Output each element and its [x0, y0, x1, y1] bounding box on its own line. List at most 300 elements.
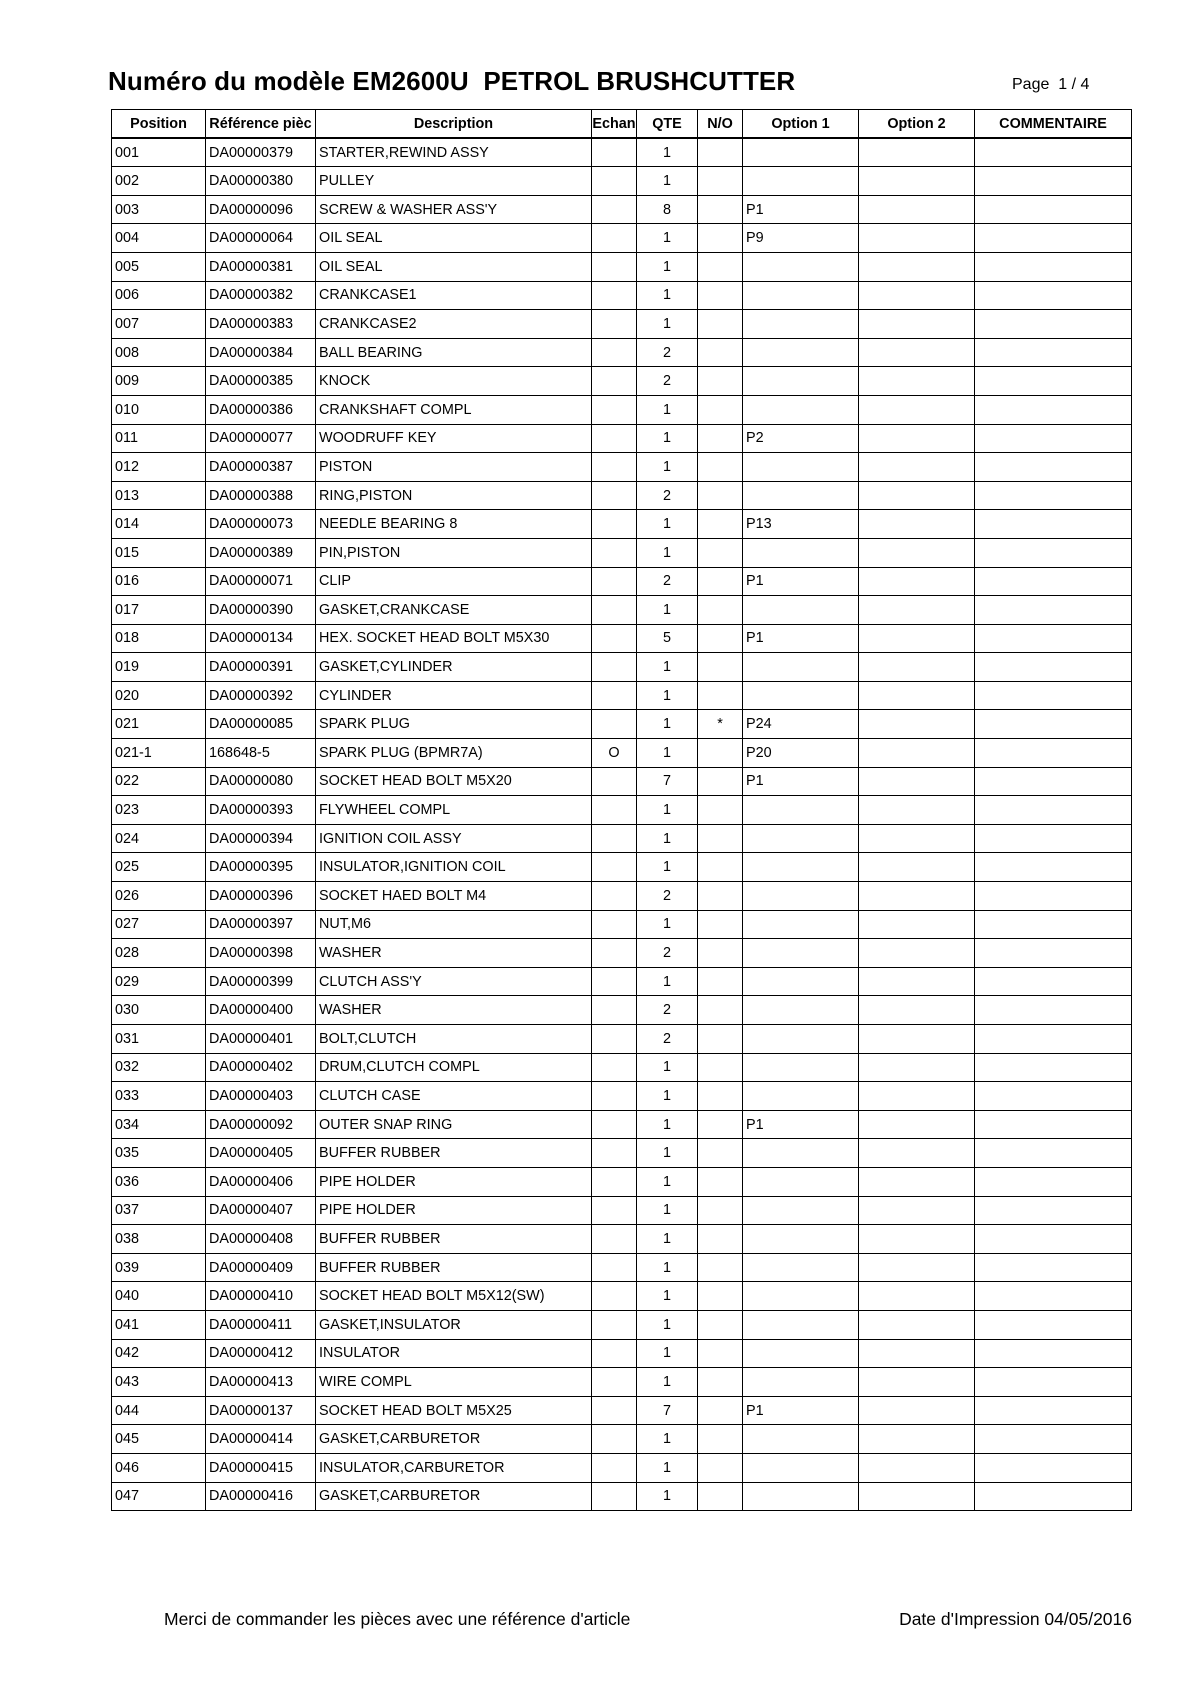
- cell-exchange: [592, 310, 637, 339]
- cell-reference: DA00000390: [206, 596, 316, 625]
- cell-exchange: [592, 996, 637, 1025]
- cell-comment: [975, 1396, 1132, 1425]
- cell-reference: DA00000384: [206, 338, 316, 367]
- table-row: [112, 967, 1132, 996]
- cell-quantity: 1: [637, 1282, 698, 1311]
- cell-comment: [975, 853, 1132, 882]
- cell-description: SCREW & WASHER ASS'Y: [316, 195, 592, 224]
- cell-quantity: 1: [637, 167, 698, 196]
- cell-reference: DA00000071: [206, 567, 316, 596]
- cell-position: 047: [112, 1482, 206, 1511]
- cell-description: OIL SEAL: [316, 252, 592, 281]
- table-row: [112, 424, 1132, 453]
- cell-quantity: 1: [637, 453, 698, 482]
- cell-exchange: [592, 338, 637, 367]
- header-quantity: QTE: [637, 110, 698, 139]
- cell-n-o: [698, 138, 743, 167]
- cell-position: 035: [112, 1139, 206, 1168]
- cell-n-o: [698, 395, 743, 424]
- cell-exchange: [592, 967, 637, 996]
- cell-quantity: 8: [637, 195, 698, 224]
- cell-quantity: 1: [637, 1482, 698, 1511]
- cell-n-o: [698, 739, 743, 768]
- cell-reference: DA00000407: [206, 1196, 316, 1225]
- cell-option-1: [743, 1282, 859, 1311]
- cell-quantity: 1: [637, 1425, 698, 1454]
- cell-option-2: [859, 1025, 975, 1054]
- cell-comment: [975, 310, 1132, 339]
- cell-exchange: [592, 167, 637, 196]
- table-row: [112, 310, 1132, 339]
- cell-n-o: [698, 1082, 743, 1111]
- cell-quantity: 1: [637, 310, 698, 339]
- cell-n-o: [698, 796, 743, 825]
- cell-position: 012: [112, 453, 206, 482]
- cell-option-1: [743, 653, 859, 682]
- cell-reference: DA00000397: [206, 910, 316, 939]
- cell-quantity: 2: [637, 481, 698, 510]
- table-row: [112, 739, 1132, 768]
- table-row: [112, 1339, 1132, 1368]
- cell-comment: [975, 910, 1132, 939]
- cell-position: 042: [112, 1339, 206, 1368]
- cell-n-o: [698, 538, 743, 567]
- table-row: [112, 1025, 1132, 1054]
- table-row: [112, 824, 1132, 853]
- cell-reference: DA00000387: [206, 453, 316, 482]
- cell-quantity: 1: [637, 710, 698, 739]
- cell-comment: [975, 453, 1132, 482]
- cell-n-o: [698, 567, 743, 596]
- cell-position: 025: [112, 853, 206, 882]
- cell-position: 006: [112, 281, 206, 310]
- cell-n-o: [698, 653, 743, 682]
- cell-position: 027: [112, 910, 206, 939]
- cell-option-1: [743, 1368, 859, 1397]
- cell-exchange: [592, 538, 637, 567]
- cell-option-1: P13: [743, 510, 859, 539]
- cell-position: 002: [112, 167, 206, 196]
- cell-option-2: [859, 195, 975, 224]
- cell-reference: DA00000411: [206, 1310, 316, 1339]
- cell-comment: [975, 252, 1132, 281]
- cell-exchange: [592, 224, 637, 253]
- cell-comment: [975, 1339, 1132, 1368]
- cell-n-o: [698, 338, 743, 367]
- cell-reference: DA00000073: [206, 510, 316, 539]
- cell-option-2: [859, 910, 975, 939]
- cell-exchange: [592, 596, 637, 625]
- cell-reference: DA00000134: [206, 624, 316, 653]
- table-row: [112, 567, 1132, 596]
- cell-comment: [975, 1253, 1132, 1282]
- cell-quantity: 1: [637, 138, 698, 167]
- cell-description: OUTER SNAP RING: [316, 1110, 592, 1139]
- cell-option-1: [743, 367, 859, 396]
- cell-position: 007: [112, 310, 206, 339]
- cell-exchange: [592, 710, 637, 739]
- cell-reference: DA00000096: [206, 195, 316, 224]
- cell-comment: [975, 424, 1132, 453]
- cell-option-2: [859, 395, 975, 424]
- cell-option-1: [743, 939, 859, 968]
- cell-reference: DA00000402: [206, 1053, 316, 1082]
- cell-comment: [975, 1139, 1132, 1168]
- table-row: [112, 224, 1132, 253]
- cell-option-2: [859, 1225, 975, 1254]
- cell-position: 030: [112, 996, 206, 1025]
- cell-exchange: [592, 567, 637, 596]
- cell-description: PULLEY: [316, 167, 592, 196]
- cell-description: RING,PISTON: [316, 481, 592, 510]
- cell-position: 043: [112, 1368, 206, 1397]
- cell-position: 017: [112, 596, 206, 625]
- header-option-2: Option 2: [859, 110, 975, 139]
- cell-reference: DA00000064: [206, 224, 316, 253]
- cell-option-1: [743, 1253, 859, 1282]
- cell-exchange: [592, 1025, 637, 1054]
- cell-quantity: 7: [637, 1396, 698, 1425]
- cell-n-o: [698, 1253, 743, 1282]
- table-row: [112, 681, 1132, 710]
- cell-quantity: 1: [637, 395, 698, 424]
- table-row: [112, 767, 1132, 796]
- cell-reference: DA00000085: [206, 710, 316, 739]
- cell-comment: [975, 767, 1132, 796]
- cell-reference: DA00000380: [206, 167, 316, 196]
- cell-reference: DA00000393: [206, 796, 316, 825]
- cell-option-2: [859, 453, 975, 482]
- cell-quantity: 1: [637, 538, 698, 567]
- cell-comment: [975, 1282, 1132, 1311]
- cell-comment: [975, 939, 1132, 968]
- cell-quantity: 1: [637, 967, 698, 996]
- cell-reference: DA00000398: [206, 939, 316, 968]
- order-note: Merci de commander les pièces avec une référence d'article: [164, 1609, 631, 1629]
- cell-option-1: [743, 1482, 859, 1511]
- cell-n-o: [698, 882, 743, 911]
- cell-position: 046: [112, 1453, 206, 1482]
- cell-description: CLUTCH ASS'Y: [316, 967, 592, 996]
- cell-quantity: 7: [637, 767, 698, 796]
- cell-comment: [975, 1110, 1132, 1139]
- table-row: [112, 252, 1132, 281]
- cell-comment: [975, 1310, 1132, 1339]
- cell-option-2: [859, 1253, 975, 1282]
- cell-exchange: [592, 453, 637, 482]
- cell-n-o: [698, 424, 743, 453]
- cell-comment: [975, 481, 1132, 510]
- table-row: [112, 796, 1132, 825]
- cell-quantity: 1: [637, 1310, 698, 1339]
- cell-n-o: [698, 767, 743, 796]
- table-row: [112, 710, 1132, 739]
- cell-position: 004: [112, 224, 206, 253]
- cell-option-2: [859, 1167, 975, 1196]
- table-row: [112, 395, 1132, 424]
- cell-option-1: [743, 853, 859, 882]
- table-row: [112, 138, 1132, 167]
- cell-reference: DA00000389: [206, 538, 316, 567]
- cell-option-2: [859, 424, 975, 453]
- cell-option-1: [743, 796, 859, 825]
- cell-description: WASHER: [316, 939, 592, 968]
- cell-option-1: [743, 882, 859, 911]
- cell-option-1: [743, 1225, 859, 1254]
- cell-exchange: [592, 1339, 637, 1368]
- cell-quantity: 1: [637, 1253, 698, 1282]
- cell-exchange: [592, 939, 637, 968]
- cell-n-o: [698, 367, 743, 396]
- cell-option-1: [743, 538, 859, 567]
- cell-n-o: [698, 1196, 743, 1225]
- cell-option-1: [743, 996, 859, 1025]
- cell-comment: [975, 367, 1132, 396]
- table-row: [112, 882, 1132, 911]
- cell-reference: DA00000137: [206, 1396, 316, 1425]
- table-row: [112, 1425, 1132, 1454]
- cell-position: 041: [112, 1310, 206, 1339]
- cell-reference: DA00000403: [206, 1082, 316, 1111]
- cell-exchange: [592, 481, 637, 510]
- cell-position: 003: [112, 195, 206, 224]
- cell-option-2: [859, 1082, 975, 1111]
- cell-quantity: 1: [637, 1225, 698, 1254]
- cell-exchange: [592, 1368, 637, 1397]
- cell-n-o: [698, 1339, 743, 1368]
- cell-n-o: [698, 1368, 743, 1397]
- cell-option-1: [743, 453, 859, 482]
- cell-description: NEEDLE BEARING 8: [316, 510, 592, 539]
- cell-option-2: [859, 138, 975, 167]
- cell-n-o: [698, 910, 743, 939]
- cell-comment: [975, 138, 1132, 167]
- cell-option-1: [743, 310, 859, 339]
- cell-reference: DA00000080: [206, 767, 316, 796]
- table-row: [112, 624, 1132, 653]
- cell-n-o: [698, 1425, 743, 1454]
- cell-reference: DA00000381: [206, 252, 316, 281]
- table-row: [112, 367, 1132, 396]
- cell-reference: DA00000410: [206, 1282, 316, 1311]
- cell-exchange: [592, 653, 637, 682]
- cell-description: INSULATOR,CARBURETOR: [316, 1453, 592, 1482]
- cell-n-o: [698, 967, 743, 996]
- cell-description: BOLT,CLUTCH: [316, 1025, 592, 1054]
- cell-option-2: [859, 167, 975, 196]
- table-row: [112, 1196, 1132, 1225]
- cell-option-2: [859, 710, 975, 739]
- cell-description: GASKET,CARBURETOR: [316, 1425, 592, 1454]
- cell-exchange: [592, 624, 637, 653]
- table-row: [112, 453, 1132, 482]
- cell-position: 015: [112, 538, 206, 567]
- cell-option-2: [859, 767, 975, 796]
- cell-option-1: P20: [743, 739, 859, 768]
- cell-reference: DA00000400: [206, 996, 316, 1025]
- cell-position: 026: [112, 882, 206, 911]
- table-row: [112, 1396, 1132, 1425]
- table-row: [112, 1225, 1132, 1254]
- cell-option-1: [743, 596, 859, 625]
- cell-position: 038: [112, 1225, 206, 1254]
- cell-reference: DA00000077: [206, 424, 316, 453]
- cell-option-2: [859, 1053, 975, 1082]
- cell-comment: [975, 1196, 1132, 1225]
- cell-n-o: [698, 824, 743, 853]
- cell-exchange: [592, 910, 637, 939]
- cell-option-1: [743, 1425, 859, 1454]
- cell-n-o: [698, 195, 743, 224]
- cell-option-1: [743, 252, 859, 281]
- cell-reference: DA00000395: [206, 853, 316, 882]
- table-row: [112, 939, 1132, 968]
- cell-exchange: [592, 367, 637, 396]
- cell-comment: [975, 681, 1132, 710]
- cell-comment: [975, 710, 1132, 739]
- cell-position: 009: [112, 367, 206, 396]
- cell-reference: DA00000382: [206, 281, 316, 310]
- cell-n-o: [698, 1139, 743, 1168]
- cell-option-2: [859, 853, 975, 882]
- header-description: Description: [316, 110, 592, 139]
- cell-position: 039: [112, 1253, 206, 1282]
- cell-n-o: [698, 310, 743, 339]
- cell-option-2: [859, 996, 975, 1025]
- cell-option-2: [859, 367, 975, 396]
- cell-comment: [975, 824, 1132, 853]
- cell-comment: [975, 996, 1132, 1025]
- cell-exchange: [592, 1310, 637, 1339]
- table-row: [112, 1368, 1132, 1397]
- cell-option-1: P1: [743, 767, 859, 796]
- cell-quantity: 1: [637, 653, 698, 682]
- cell-quantity: 1: [637, 424, 698, 453]
- cell-position: 011: [112, 424, 206, 453]
- table-row: [112, 538, 1132, 567]
- cell-position: 019: [112, 653, 206, 682]
- cell-option-1: [743, 1025, 859, 1054]
- cell-position: 018: [112, 624, 206, 653]
- cell-position: 031: [112, 1025, 206, 1054]
- cell-comment: [975, 1053, 1132, 1082]
- cell-option-1: P1: [743, 1396, 859, 1425]
- cell-quantity: 1: [637, 1167, 698, 1196]
- cell-description: SPARK PLUG (BPMR7A): [316, 739, 592, 768]
- cell-comment: [975, 1482, 1132, 1511]
- cell-quantity: 1: [637, 910, 698, 939]
- cell-quantity: 1: [637, 1139, 698, 1168]
- cell-option-2: [859, 1282, 975, 1311]
- cell-n-o: [698, 1025, 743, 1054]
- cell-n-o: [698, 1167, 743, 1196]
- cell-comment: [975, 510, 1132, 539]
- cell-quantity: 1: [637, 853, 698, 882]
- cell-description: SPARK PLUG: [316, 710, 592, 739]
- cell-quantity: 1: [637, 1110, 698, 1139]
- cell-option-1: [743, 1196, 859, 1225]
- cell-exchange: [592, 424, 637, 453]
- cell-comment: [975, 281, 1132, 310]
- table-row: [112, 1310, 1132, 1339]
- cell-n-o: [698, 1053, 743, 1082]
- cell-n-o: [698, 1110, 743, 1139]
- table-row: [112, 1167, 1132, 1196]
- cell-option-1: [743, 1339, 859, 1368]
- cell-n-o: [698, 281, 743, 310]
- cell-n-o: [698, 224, 743, 253]
- cell-exchange: [592, 1053, 637, 1082]
- cell-option-1: P1: [743, 567, 859, 596]
- cell-option-1: [743, 481, 859, 510]
- cell-comment: [975, 224, 1132, 253]
- cell-option-2: [859, 481, 975, 510]
- cell-reference: DA00000409: [206, 1253, 316, 1282]
- cell-comment: [975, 1167, 1132, 1196]
- cell-position: 044: [112, 1396, 206, 1425]
- cell-comment: [975, 967, 1132, 996]
- cell-n-o: [698, 681, 743, 710]
- cell-option-2: [859, 1482, 975, 1511]
- cell-description: GASKET,INSULATOR: [316, 1310, 592, 1339]
- cell-position: 037: [112, 1196, 206, 1225]
- cell-reference: DA00000388: [206, 481, 316, 510]
- cell-exchange: [592, 138, 637, 167]
- cell-option-1: [743, 824, 859, 853]
- cell-description: CLUTCH CASE: [316, 1082, 592, 1111]
- cell-option-1: [743, 1053, 859, 1082]
- cell-quantity: 1: [637, 252, 698, 281]
- cell-exchange: [592, 1282, 637, 1311]
- cell-position: 034: [112, 1110, 206, 1139]
- cell-comment: [975, 624, 1132, 653]
- table-row: [112, 1139, 1132, 1168]
- cell-quantity: 1: [637, 596, 698, 625]
- table-row: [112, 1110, 1132, 1139]
- cell-quantity: 2: [637, 939, 698, 968]
- cell-description: CRANKSHAFT COMPL: [316, 395, 592, 424]
- cell-position: 010: [112, 395, 206, 424]
- cell-description: SOCKET HEAD BOLT M5X20: [316, 767, 592, 796]
- cell-comment: [975, 1082, 1132, 1111]
- cell-reference: DA00000092: [206, 1110, 316, 1139]
- cell-comment: [975, 739, 1132, 768]
- cell-n-o: [698, 596, 743, 625]
- print-date: Date d'Impression 04/05/2016: [899, 1609, 1132, 1629]
- cell-quantity: 2: [637, 367, 698, 396]
- cell-option-1: [743, 1310, 859, 1339]
- table-row: [112, 853, 1132, 882]
- cell-exchange: [592, 882, 637, 911]
- cell-option-1: [743, 1167, 859, 1196]
- table-row: [112, 996, 1132, 1025]
- cell-reference: DA00000379: [206, 138, 316, 167]
- cell-exchange: [592, 767, 637, 796]
- cell-description: BALL BEARING: [316, 338, 592, 367]
- cell-description: SOCKET HAED BOLT M4: [316, 882, 592, 911]
- parts-table: [111, 109, 1132, 1511]
- cell-option-2: [859, 882, 975, 911]
- cell-quantity: 1: [637, 1368, 698, 1397]
- table-row: [112, 167, 1132, 196]
- cell-option-1: [743, 967, 859, 996]
- cell-exchange: [592, 853, 637, 882]
- cell-description: BUFFER RUBBER: [316, 1225, 592, 1254]
- cell-n-o: [698, 853, 743, 882]
- header-n-o: N/O: [698, 110, 743, 139]
- cell-quantity: 1: [637, 796, 698, 825]
- cell-quantity: 1: [637, 824, 698, 853]
